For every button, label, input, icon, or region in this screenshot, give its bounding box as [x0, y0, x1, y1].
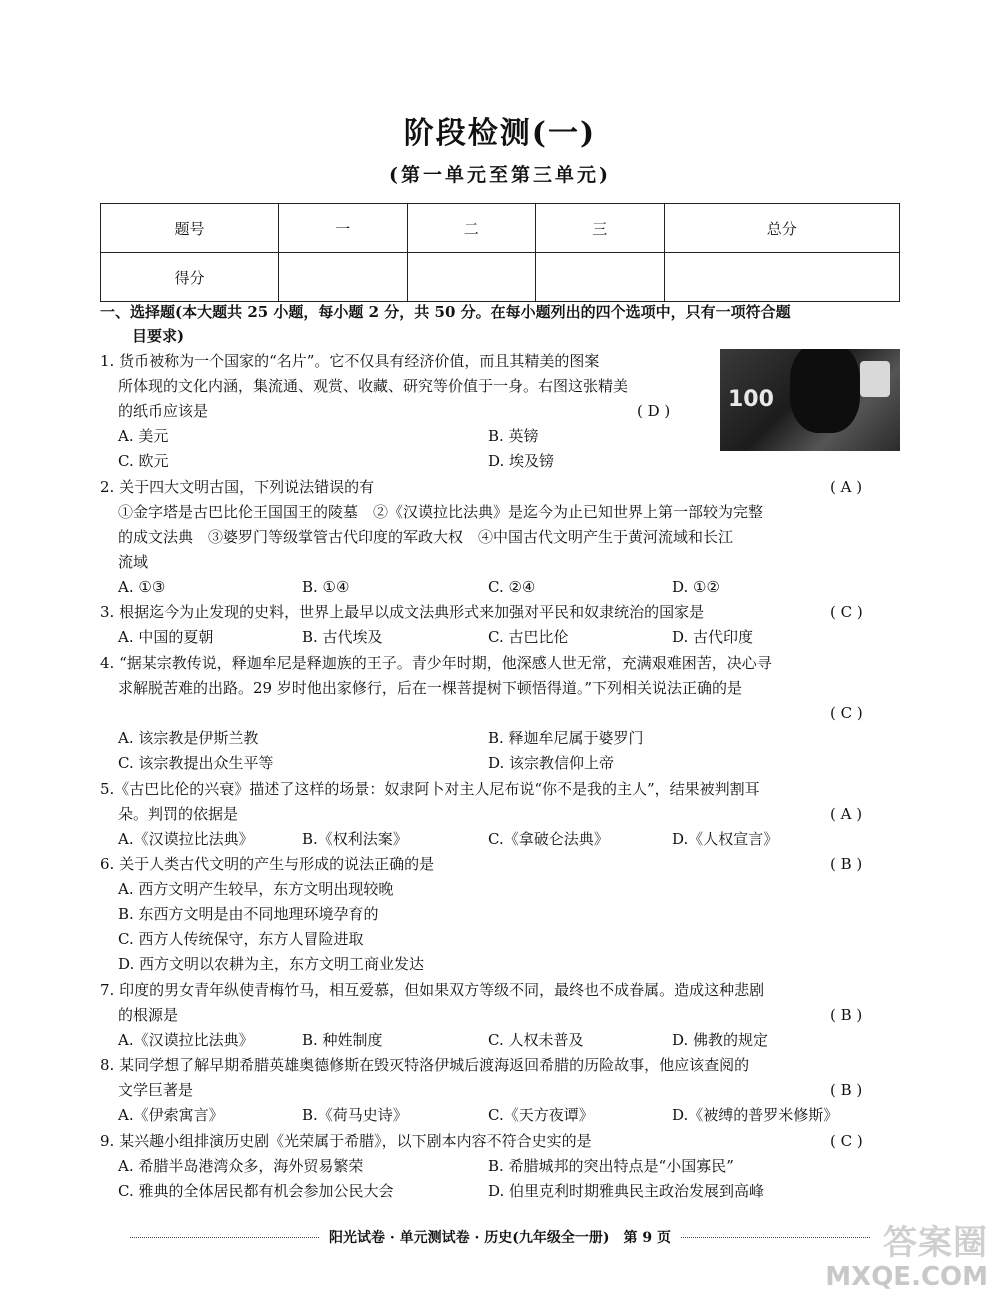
question-3-option-d: D. 古代印度 — [672, 628, 754, 646]
banknote-denomination: 100 — [728, 387, 774, 412]
question-9-answer: ( C ) — [830, 1132, 863, 1150]
question-2-stem: ①金字塔是古巴比伦王国国王的陵墓 ②《汉谟拉比法典》是迄今为止已知世界上第一部较为完整 — [118, 503, 764, 521]
section-heading-line: 目要求) — [132, 327, 185, 345]
question-7-option-d: D. 佛教的规定 — [672, 1031, 769, 1049]
question-5-option-a: A.《汉谟拉比法典》 — [118, 830, 254, 848]
question-5-option-d: D.《人权宣言》 — [672, 830, 779, 848]
question-1-answer: ( D ) — [637, 402, 671, 420]
question-5-stem: 5.《古巴比伦的兴衰》描述了这样的场景：奴隶阿卜对主人尼布说“你不是我的主人”，结果被判割耳 — [100, 780, 760, 798]
question-2-option-d: D. ①② — [672, 578, 720, 596]
score-cell[interactable] — [407, 253, 536, 302]
score-row-label: 得分 — [101, 253, 279, 302]
score-cell[interactable] — [536, 253, 665, 302]
question-4-answer: ( C ) — [830, 704, 863, 722]
score-header-cell: 题号 — [101, 204, 279, 253]
question-3-option-c: C. 古巴比伦 — [488, 628, 569, 646]
score-table — [100, 203, 900, 302]
question-1-stem: 1. 货币被称为一个国家的“名片”。它不仅具有经济价值，而且其精美的图案 — [100, 352, 600, 370]
question-4-stem: 求解脱苦难的出路。29 岁时他出家修行，后在一棵菩提树下顿悟得道。”下列相关说法正确的是 — [118, 679, 743, 697]
question-2-answer: ( A ) — [830, 478, 863, 496]
question-3-answer: ( C ) — [830, 603, 863, 621]
question-1-option-b: B. 英镑 — [488, 427, 539, 445]
question-3-option-b: B. 古代埃及 — [302, 628, 383, 646]
question-6-option-a: A. 西方文明产生较早，东方文明出现较晚 — [118, 880, 394, 898]
question-4-option-c: C. 该宗教提出众生平等 — [118, 754, 274, 772]
page-title: 阶段检测(一) — [403, 116, 597, 151]
question-7-option-a: A.《汉谟拉比法典》 — [118, 1031, 254, 1049]
question-8-option-a: A.《伊索寓言》 — [118, 1106, 224, 1124]
question-2-option-a: A. ①③ — [118, 578, 166, 596]
footer-divider — [681, 1237, 870, 1238]
question-2-stem: 的成文法典 ③婆罗门等级掌管古代印度的军政大权 ④中国古代文明产生于黄河流域和长江 — [118, 528, 734, 546]
question-1-option-d: D. 埃及镑 — [488, 452, 555, 470]
score-header-cell: 一 — [279, 204, 408, 253]
footer-divider — [130, 1237, 319, 1238]
section-heading — [100, 300, 902, 348]
question-9-option-d: D. 伯里克利时期雅典民主政治发展到高峰 — [488, 1182, 765, 1200]
score-cell[interactable] — [664, 253, 900, 302]
question-2-stem: 2. 关于四大文明古国，下列说法错误的有 — [100, 478, 375, 496]
question-7-stem: 7. 印度的男女青年纵使青梅竹马，相互爱慕，但如果双方等级不同，最终也不成眷属。造成这种悲剧 — [100, 981, 765, 999]
question-3-stem: 3. 根据迄今为止发现的史料，世界上最早以成文法典形式来加强对平民和奴隶统治的国家是 — [100, 603, 705, 621]
watermark-url: MXQE.COM — [825, 1262, 988, 1292]
banknote-portrait — [790, 349, 860, 433]
question-5-answer: ( A ) — [830, 805, 863, 823]
watermark-logo: 答案圈 — [883, 1223, 988, 1263]
question-8-stem: 8. 某同学想了解早期希腊英雄奥德修斯在毁灭特洛伊城后渡海返回希腊的历险故事，他应该查阅的 — [100, 1056, 750, 1074]
question-2-stem: 流域 — [118, 553, 149, 571]
question-8-stem: 文学巨著是 — [118, 1081, 194, 1099]
score-header-cell: 二 — [407, 204, 536, 253]
question-7-stem: 的根源是 — [118, 1006, 179, 1024]
question-8-answer: ( B ) — [830, 1081, 863, 1099]
question-3-option-a: A. 中国的夏朝 — [118, 628, 214, 646]
page-footer — [130, 1227, 870, 1247]
question-2-option-b: B. ①④ — [302, 578, 350, 596]
question-4-option-d: D. 该宗教信仰上帝 — [488, 754, 615, 772]
question-4-option-b: B. 释迦牟尼属于婆罗门 — [488, 729, 644, 747]
question-6-answer: ( B ) — [830, 855, 863, 873]
question-4-stem: 4. “据某宗教传说，释迦牟尼是释迦族的王子。青少年时期，他深感人世无常，充满艰难困苦，决心寻 — [100, 654, 772, 672]
question-7-answer: ( B ) — [830, 1006, 863, 1024]
question-9-stem: 9. 某兴趣小组排演历史剧《光荣属于希腊》，以下剧本内容不符合史实的是 — [100, 1132, 592, 1150]
question-5-option-b: B.《权利法案》 — [302, 830, 408, 848]
question-1-option-c: C. 欧元 — [118, 452, 169, 470]
question-4-option-a: A. 该宗教是伊斯兰教 — [118, 729, 259, 747]
question-7-option-c: C. 人权未普及 — [488, 1031, 584, 1049]
question-6-option-b: B. 东西方文明是由不同地理环境孕育的 — [118, 905, 379, 923]
question-2-option-c: C. ②④ — [488, 578, 536, 596]
question-1-stem: 所体现的文化内涵，集流通、观赏、收藏、研究等价值于一身。右图这张精美 — [118, 377, 629, 395]
question-7-option-b: B. 种姓制度 — [302, 1031, 383, 1049]
question-8-option-c: C.《天方夜谭》 — [488, 1106, 594, 1124]
question-8-option-b: B.《荷马史诗》 — [302, 1106, 408, 1124]
question-9-option-c: C. 雅典的全体居民都有机会参加公民大会 — [118, 1182, 394, 1200]
score-cell[interactable] — [279, 253, 408, 302]
question-9-option-a: A. 希腊半岛港湾众多，海外贸易繁荣 — [118, 1157, 364, 1175]
page-subtitle: (第一单元至第三单元) — [389, 164, 611, 186]
question-6-option-d: D. 西方文明以农耕为主，东方文明工商业发达 — [118, 955, 425, 973]
question-1-option-a: A. 美元 — [118, 427, 169, 445]
score-header-cell: 总分 — [664, 204, 900, 253]
footer-text: 阳光试卷 · 单元测试卷 · 历史(九年级全一册) 第 9 页 — [329, 1230, 671, 1246]
question-5-stem: 朵。判罚的依据是 — [118, 805, 239, 823]
question-5-option-c: C.《拿破仑法典》 — [488, 830, 609, 848]
banknote-watermark-area — [860, 361, 890, 397]
question-6-option-c: C. 西方人传统保守，东方人冒险进取 — [118, 930, 364, 948]
score-table-header-row — [101, 204, 900, 253]
score-header-cell: 三 — [536, 204, 665, 253]
question-9-option-b: B. 希腊城邦的突出特点是“小国寡民” — [488, 1157, 734, 1175]
score-table-row — [101, 253, 900, 302]
question-1-stem: 的纸币应该是 — [118, 402, 209, 420]
section-heading-line: 一、选择题(本大题共 25 小题，每小题 2 分，共 50 分。在每小题列出的四个选项中，只有一项符合题 — [100, 303, 791, 321]
banknote-image — [720, 349, 900, 451]
question-8-option-d: D.《被缚的普罗米修斯》 — [672, 1106, 839, 1124]
question-6-stem: 6. 关于人类古代文明的产生与形成的说法正确的是 — [100, 855, 435, 873]
